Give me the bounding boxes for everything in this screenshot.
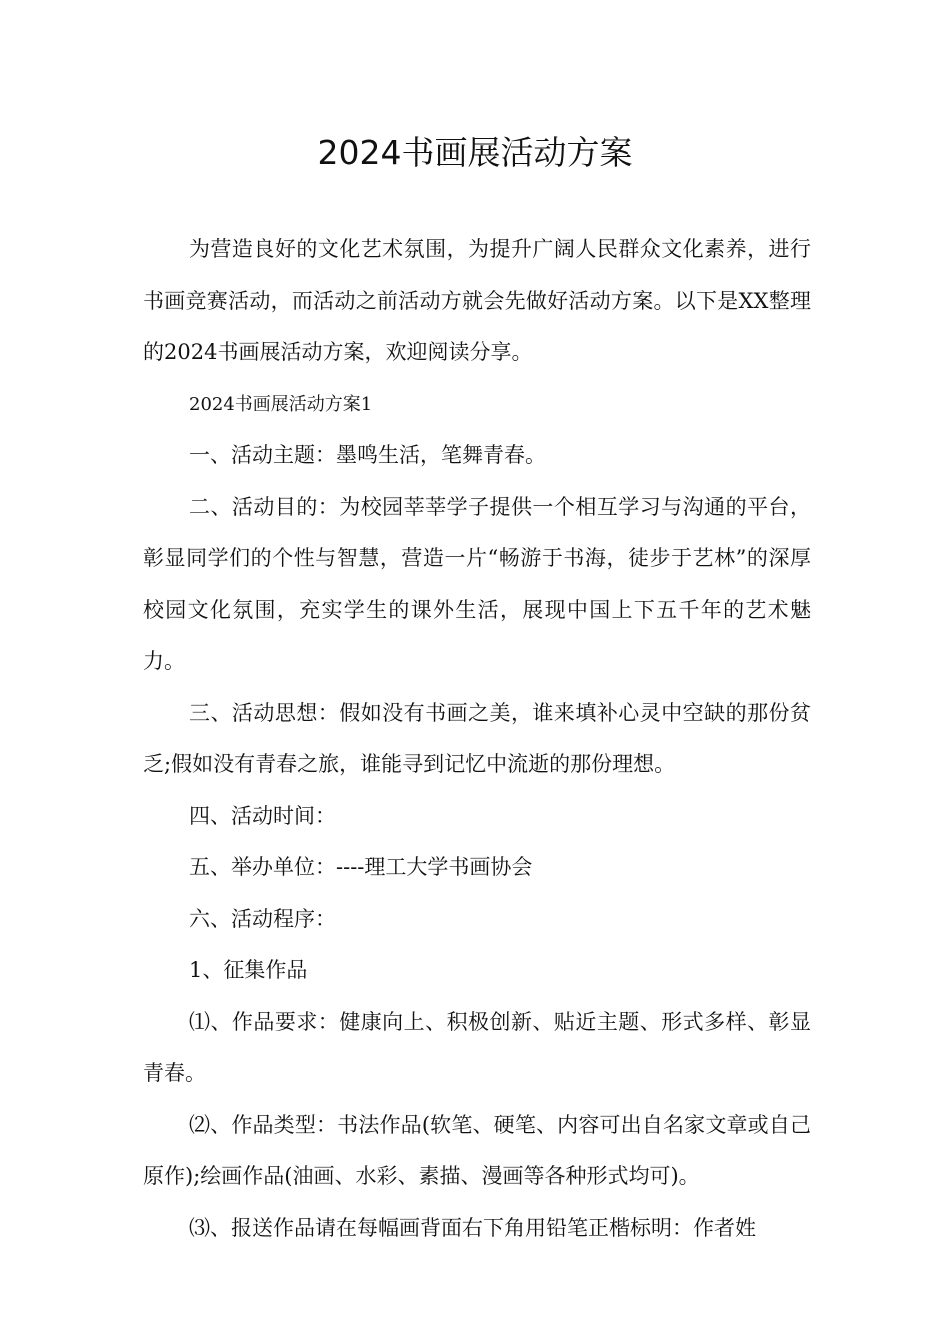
paragraph-time: 四、活动时间：: [189, 803, 336, 828]
paragraph-submission: ⑶、报送作品请在每幅画背面右下角用铅笔正楷标明：作者姓: [189, 1215, 756, 1240]
paragraph-organizer: 五、举办单位：----理工大学书画协会: [189, 855, 533, 879]
paragraph-procedure: 六、活动程序：: [189, 906, 336, 931]
document-title: 2024书画展活动方案: [317, 133, 633, 172]
intro-paragraph: 为营造良好的文化艺术氛围，为提升广阔人民群众文化素养，进行书画竞赛活动，而活动之前活动方就会先做好活动方案。以下是XX整理的2024书画展活动方案，欢迎阅读分享。: [143, 237, 811, 364]
paragraph-theme: 一、活动主题：墨鸣生活，笔舞青春。: [189, 443, 546, 467]
paragraph-idea: 三、活动思想：假如没有书画之美，谁来填补心灵中空缺的那份贫乏;假如没有青春之旅，谁能寻到记忆中流逝的那份理想。: [143, 700, 811, 776]
paragraph-collect: 1、征集作品: [189, 958, 308, 982]
section-heading: 2024书画展活动方案1: [189, 393, 373, 415]
paragraph-requirements: ⑴、作品要求：健康向上、积极创新、贴近主题、形式多样、彰显青春。: [143, 1009, 811, 1085]
paragraph-types: ⑵、作品类型：书法作品(软笔、硬笔、内容可出自名家文章或自己原作);绘画作品(油画、水彩、素描、漫画等各种形式均可)。: [143, 1112, 811, 1188]
document-body: [143, 224, 811, 1254]
paragraph-purpose: 二、活动目的：为校园莘莘学子提供一个相互学习与沟通的平台，彰显同学们的个性与智慧，营造一片“畅游于书海，徒步于艺林”的深厚校园文化氛围，充实学生的课外生活，展现中国上下五千年的艺术魅力。: [143, 494, 811, 673]
